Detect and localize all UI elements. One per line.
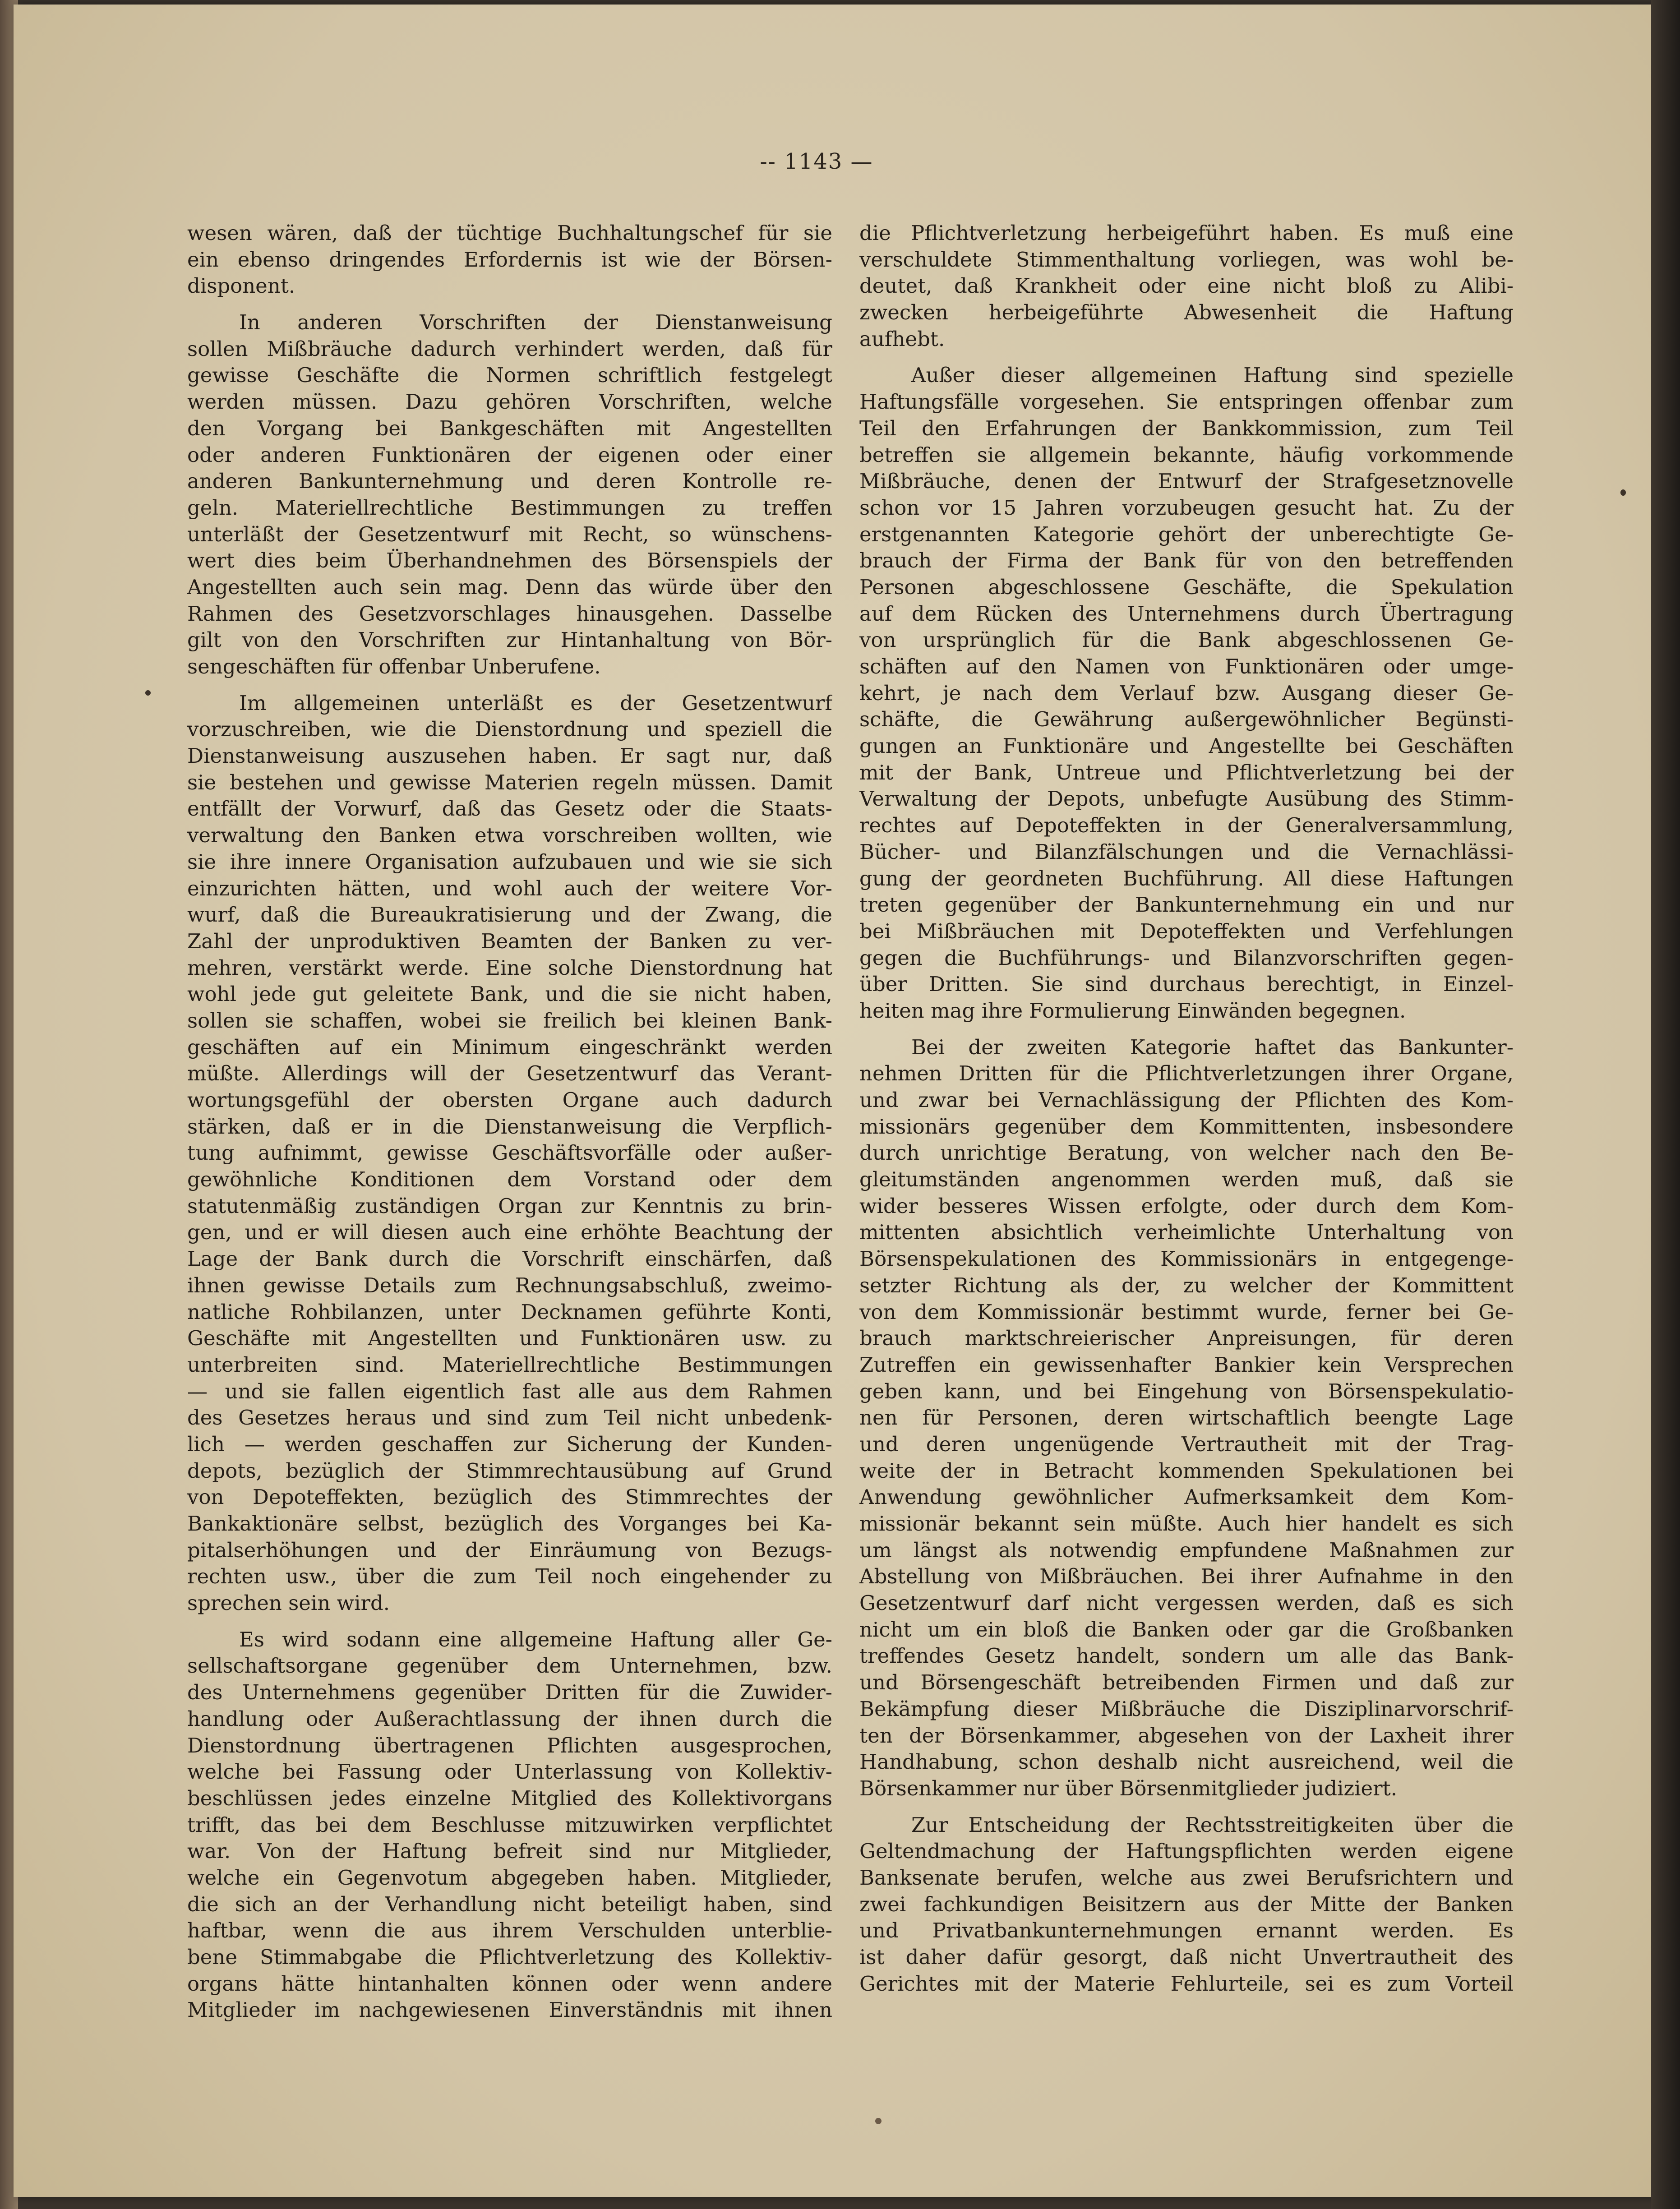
text-line: Lage der Bank durch die Vorschrift einschärfen, daß bbox=[187, 1247, 832, 1271]
text-line: ein ebenso dringendes Erfordernis ist wie der Börsen- bbox=[187, 247, 832, 272]
text-line: trifft, das bei dem Beschlusse mitzuwirken verpflichtet bbox=[187, 1812, 832, 1837]
text-line: mehren, verstärkt werde. Eine solche Dienstordnung hat bbox=[187, 955, 832, 980]
text-line: nehmen Dritten für die Pflichtverletzungen ihrer Organe, bbox=[859, 1061, 1514, 1086]
text-line: wesen wären, daß der tüchtige Buchhaltungschef für sie bbox=[187, 221, 832, 245]
text-line: Zahl der unproduktiven Beamten der Banken zu ver- bbox=[187, 929, 832, 953]
text-line: gen, und er will diesen auch eine erhöhte Beachtung der bbox=[187, 1220, 832, 1245]
paragraph-gap bbox=[187, 300, 832, 309]
text-line: bei Mißbräuchen mit Depoteffekten und Verfehlungen bbox=[859, 919, 1514, 943]
text-line: Verwaltung der Depots, unbefugte Ausübung des Stimm- bbox=[859, 787, 1514, 811]
text-line: ist daher dafür gesorgt, daß nicht Unvertrautheit des bbox=[859, 1945, 1514, 1969]
text-line: gewisse Geschäfte die Normen schriftlich festgelegt bbox=[187, 363, 832, 387]
text-line: In anderen Vorschriften der Dienstanweisung bbox=[239, 310, 832, 335]
text-line: beschlüssen jedes einzelne Mitglied des Kollektivorgans bbox=[187, 1786, 832, 1810]
text-line: oder anderen Funktionären der eigenen oder einer bbox=[187, 443, 832, 467]
text-line: aufhebt. bbox=[859, 327, 945, 351]
paragraph-gap bbox=[859, 1024, 1514, 1034]
text-line: unterbreiten sind. Materiellrechtliche Bestimmungen bbox=[187, 1352, 832, 1377]
text-line: und zwar bei Vernachlässigung der Pflichten des Kom- bbox=[859, 1088, 1514, 1112]
text-line: Gesetzentwurf darf nicht vergessen werden, daß es sich bbox=[859, 1591, 1514, 1615]
text-line: nen für Personen, deren wirtschaftlich beengte Lage bbox=[859, 1406, 1514, 1430]
text-line: Es wird sodann eine allgemeine Haftung aller Ge- bbox=[239, 1627, 832, 1651]
text-line: Im allgemeinen unterläßt es der Gesetzentwurf bbox=[239, 691, 832, 715]
text-line: treten gegenüber der Bankunternehmung ein und nur bbox=[859, 893, 1514, 917]
text-line: Banksenate berufen, welche aus zwei Berufsrichtern und bbox=[859, 1865, 1514, 1890]
text-line: gilt von den Vorschriften zur Hintanhaltung von Bör- bbox=[187, 628, 832, 652]
text-line: natliche Rohbilanzen, unter Decknamen geführte Konti, bbox=[187, 1300, 832, 1324]
text-line: sengeschäften für offenbar Unberufene. bbox=[187, 655, 601, 678]
text-line: tung aufnimmt, gewisse Geschäftsvorfälle oder außer- bbox=[187, 1141, 832, 1165]
text-line: sollen Mißbräuche dadurch verhindert werden, daß für bbox=[187, 337, 832, 361]
text-line: lich — werden geschaffen zur Sicherung der Kunden- bbox=[187, 1432, 832, 1456]
text-line: Dienstordnung übertragenen Pflichten ausgesprochen, bbox=[187, 1733, 832, 1757]
text-line: verschuldete Stimmenthaltung vorliegen, was wohl be- bbox=[859, 247, 1514, 272]
text-line: treffendes Gesetz handelt, sondern um alle das Bank- bbox=[859, 1644, 1514, 1668]
text-line: die Pflichtverletzung herbeigeführt haben. Es muß eine bbox=[859, 221, 1514, 245]
text-line: organs hätte hintanhalten können oder wenn andere bbox=[187, 1971, 832, 1996]
text-line: über Dritten. Sie sind durchaus berechtigt, in Einzel- bbox=[859, 972, 1514, 996]
text-line: zwecken herbeigeführte Abwesenheit die Haftung bbox=[859, 300, 1514, 325]
paragraph-gap bbox=[187, 1617, 832, 1627]
text-line: rechten usw., über die zum Teil noch eingehender zu bbox=[187, 1564, 832, 1589]
text-line: entfällt der Vorwurf, daß das Gesetz oder die Staats- bbox=[187, 797, 832, 821]
text-line: zwei fachkundigen Beisitzern aus der Mitte der Banken bbox=[859, 1892, 1514, 1916]
text-line: Handhabung, schon deshalb nicht ausreichend, weil die bbox=[859, 1750, 1514, 1774]
text-line: ten der Börsenkammer, abgesehen von der Laxheit ihrer bbox=[859, 1723, 1514, 1748]
text-line: Börsenspekulationen des Kommissionärs in entgegenge- bbox=[859, 1247, 1514, 1271]
text-line: weite der in Betracht kommenden Spekulationen bei bbox=[859, 1458, 1514, 1483]
text-line: gungen an Funktionäre und Angestellte bei Geschäften bbox=[859, 734, 1514, 758]
text-line: gung der geordneten Buchführung. All diese Haftungen bbox=[859, 866, 1514, 890]
text-line: setzter Richtung als der, zu welcher der Kommittent bbox=[859, 1273, 1514, 1297]
text-line: Dienstanweisung auszusehen haben. Er sagt nur, daß bbox=[187, 744, 832, 768]
text-line: sellschaftsorgane gegenüber dem Unternehmen, bzw. bbox=[187, 1654, 832, 1678]
text-line: Bankaktionäre selbst, bezüglich des Vorganges bei Ka- bbox=[187, 1512, 832, 1536]
text-line: wert dies beim Überhandnehmen des Börsenspiels der bbox=[187, 549, 832, 573]
text-line: Außer dieser allgemeinen Haftung sind spezielle bbox=[911, 363, 1514, 387]
text-line: und Börsengeschäft betreibenden Firmen und daß zur bbox=[859, 1670, 1514, 1695]
book-binding-edge bbox=[1651, 0, 1680, 2209]
text-line: schon vor 15 Jahren vorzubeugen gesucht hat. Zu der bbox=[859, 495, 1514, 520]
text-line: wider besseres Wissen erfolgte, oder durch dem Kom- bbox=[859, 1194, 1514, 1218]
text-line: sie ihre innere Organisation aufzubauen und wie sie sich bbox=[187, 849, 832, 874]
text-line: auf dem Rücken des Unternehmens durch Übertragung bbox=[859, 601, 1514, 626]
text-line: wurf, daß die Bureaukratisierung und der Zwang, die bbox=[187, 903, 832, 927]
text-line: unterläßt der Gesetzentwurf mit Recht, so wünschens- bbox=[187, 522, 832, 546]
text-line: geben kann, und bei Eingehung von Börsenspekulatio- bbox=[859, 1379, 1514, 1403]
text-line: Geschäfte mit Angestellten und Funktionären usw. zu bbox=[187, 1326, 832, 1351]
text-line: welche bei Fassung oder Unterlassung von Kollektiv- bbox=[187, 1760, 832, 1784]
paper-speck bbox=[875, 2118, 882, 2124]
text-line: Bei der zweiten Kategorie haftet das Bankunter- bbox=[911, 1035, 1514, 1059]
text-line: wortungsgefühl der obersten Organe auch dadurch bbox=[187, 1088, 832, 1112]
page-number: -- 1143 — bbox=[760, 149, 873, 174]
paragraph-gap bbox=[859, 1802, 1514, 1812]
text-line: missionärs gegenüber dem Kommittenten, insbesondere bbox=[859, 1114, 1514, 1139]
text-line: pitalserhöhungen und der Einräumung von Bezugs- bbox=[187, 1538, 832, 1562]
text-line: Geltendmachung der Haftungspflichten werden eigene bbox=[859, 1839, 1514, 1863]
text-line: werden müssen. Dazu gehören Vorschriften, welche bbox=[187, 390, 832, 414]
text-line: stärken, daß er in die Dienstanweisung die Verpflich- bbox=[187, 1114, 832, 1139]
text-line: mittenten absichtlich verheimlichte Unterhaltung von bbox=[859, 1220, 1514, 1245]
text-line: betreffen sie allgemein bekannte, häufig vorkommende bbox=[859, 443, 1514, 467]
text-line: Angestellten auch sein mag. Denn das würde über den bbox=[187, 575, 832, 599]
text-line: Teil den Erfahrungen der Bankkommission, zum Teil bbox=[859, 416, 1514, 440]
text-line: handlung oder Außerachtlassung der ihnen durch die bbox=[187, 1706, 832, 1731]
text-line: haftbar, wenn die aus ihrem Verschulden unterblie- bbox=[187, 1918, 832, 1943]
text-line: von ursprünglich für die Bank abgeschlossenen Ge- bbox=[859, 628, 1514, 652]
paragraph-gap bbox=[859, 352, 1514, 362]
text-line: disponent. bbox=[187, 274, 295, 298]
text-line: vorzuschreiben, wie die Dienstordnung und speziell die bbox=[187, 717, 832, 742]
text-line: Zutreffen ein gewissenhafter Bankier kein Versprechen bbox=[859, 1352, 1514, 1377]
text-line: brauch marktschreierischer Anpreisungen, für deren bbox=[859, 1326, 1514, 1351]
text-line: nicht um ein bloß die Banken oder gar die Großbanken bbox=[859, 1617, 1514, 1642]
text-line: Zur Entscheidung der Rechtsstreitigkeiten über die bbox=[911, 1812, 1514, 1837]
text-line: schäften auf den Namen von Funktionären oder umge- bbox=[859, 655, 1514, 678]
text-line: brauch der Firma der Bank für von den betreffenden bbox=[859, 549, 1514, 573]
text-line: des Gesetzes heraus und sind zum Teil nicht unbedenk- bbox=[187, 1406, 832, 1430]
paper-speck bbox=[1620, 489, 1626, 496]
text-line: und Privatbankunternehmungen ernannt werden. Es bbox=[859, 1918, 1514, 1943]
text-line: heiten mag ihre Formulierung Einwänden begegnen. bbox=[859, 998, 1406, 1023]
text-line: sollen sie schaffen, wobei sie freilich bei kleinen Bank- bbox=[187, 1008, 832, 1033]
text-line: Mitglieder im nachgewiesenen Einverständnis mit ihnen bbox=[187, 1998, 832, 2022]
text-line: kehrt, je nach dem Verlauf bzw. Ausgang dieser Ge- bbox=[859, 681, 1514, 705]
text-line: Börsenkammer nur über Börsenmitglieder judiziert. bbox=[859, 1776, 1398, 1800]
text-line: gegen die Buchführungs- und Bilanzvorschriften gegen- bbox=[859, 945, 1514, 970]
text-line: Abstellung von Mißbräuchen. Bei ihrer Aufnahme in den bbox=[859, 1564, 1514, 1589]
text-line: — und sie fallen eigentlich fast alle aus dem Rahmen bbox=[187, 1379, 832, 1403]
text-line: ihnen gewisse Details zum Rechnungsabschluß, zweimo- bbox=[187, 1273, 832, 1297]
paragraph-gap bbox=[187, 680, 832, 690]
text-line: Rahmen des Gesetzvorschlages hinausgehen. Dasselbe bbox=[187, 601, 832, 626]
text-line: von Depoteffekten, bezüglich des Stimmrechtes der bbox=[187, 1485, 832, 1509]
text-line: schäfte, die Gewährung außergewöhnlicher Begünsti- bbox=[859, 707, 1514, 732]
text-line: Gerichtes mit der Materie Fehlurteile, sei es zum Vorteil bbox=[859, 1971, 1514, 1996]
text-line: deutet, daß Krankheit oder eine nicht bloß zu Alibi- bbox=[859, 274, 1514, 298]
text-line: geln. Materiellrechtliche Bestimmungen zu treffen bbox=[187, 495, 832, 520]
left-text-column bbox=[187, 220, 832, 2024]
text-line: Personen abgeschlossene Geschäfte, die Spekulation bbox=[859, 575, 1514, 599]
text-line: depots, bezüglich der Stimmrechtausübung auf Grund bbox=[187, 1458, 832, 1483]
text-line: von dem Kommissionär bestimmt wurde, ferner bei Ge- bbox=[859, 1300, 1514, 1324]
text-line: des Unternehmens gegenüber Dritten für die Zuwider- bbox=[187, 1680, 832, 1705]
text-line: sie bestehen und gewisse Materien regeln müssen. Damit bbox=[187, 770, 832, 794]
text-line: um längst als notwendig empfundene Maßnahmen zur bbox=[859, 1538, 1514, 1562]
text-line: missionär bekannt sein müßte. Auch hier handelt es sich bbox=[859, 1512, 1514, 1536]
text-line: war. Von der Haftung befreit sind nur Mitglieder, bbox=[187, 1839, 832, 1863]
text-line: anderen Bankunternehmung und deren Kontrolle re- bbox=[187, 469, 832, 493]
text-line: Anwendung gewöhnlicher Aufmerksamkeit dem Kom- bbox=[859, 1485, 1514, 1509]
text-line: sprechen sein wird. bbox=[187, 1591, 390, 1615]
text-line: mit der Bank, Untreue und Pflichtverletzung bei der bbox=[859, 760, 1514, 784]
text-line: wohl jede gut geleitete Bank, und die sie nicht haben, bbox=[187, 982, 832, 1006]
paper-speck bbox=[145, 690, 151, 696]
text-line: bene Stimmabgabe die Pflichtverletzung des Kollektiv- bbox=[187, 1945, 832, 1969]
text-line: durch unrichtige Beratung, von welcher nach den Be- bbox=[859, 1141, 1514, 1165]
text-line: statutenmäßig zuständigen Organ zur Kenntnis zu brin- bbox=[187, 1194, 832, 1218]
text-line: die sich an der Verhandlung nicht beteiligt haben, sind bbox=[187, 1892, 832, 1916]
text-line: und deren ungenügende Vertrautheit mit der Trag- bbox=[859, 1432, 1514, 1456]
text-line: Bücher- und Bilanzfälschungen und die Vernachlässi- bbox=[859, 839, 1514, 864]
text-line: erstgenannten Kategorie gehört der unberechtigte Ge- bbox=[859, 522, 1514, 546]
text-line: geschäften auf ein Minimum eingeschränkt werden bbox=[187, 1035, 832, 1059]
text-line: gewöhnliche Konditionen dem Vorstand oder dem bbox=[187, 1167, 832, 1192]
text-line: müßte. Allerdings will der Gesetzentwurf das Verant- bbox=[187, 1061, 832, 1086]
text-line: rechtes auf Depoteffekten in der Generalversammlung, bbox=[859, 813, 1514, 838]
text-line: den Vorgang bei Bankgeschäften mit Angestellten bbox=[187, 416, 832, 440]
text-line: Haftungsfälle vorgesehen. Sie entspringen offenbar zum bbox=[859, 390, 1514, 414]
right-text-column bbox=[859, 220, 1514, 1997]
text-line: gleitumständen angenommen werden muß, daß sie bbox=[859, 1167, 1514, 1192]
text-line: einzurichten hätten, und wohl auch der weitere Vor- bbox=[187, 876, 832, 900]
text-line: Bekämpfung dieser Mißbräuche die Disziplinarvorschrif- bbox=[859, 1697, 1514, 1721]
text-line: Mißbräuche, denen der Entwurf der Strafgesetznovelle bbox=[859, 469, 1514, 493]
text-line: verwaltung den Banken etwa vorschreiben wollten, wie bbox=[187, 823, 832, 848]
text-line: welche ein Gegenvotum abgegeben haben. Mitglieder, bbox=[187, 1865, 832, 1890]
